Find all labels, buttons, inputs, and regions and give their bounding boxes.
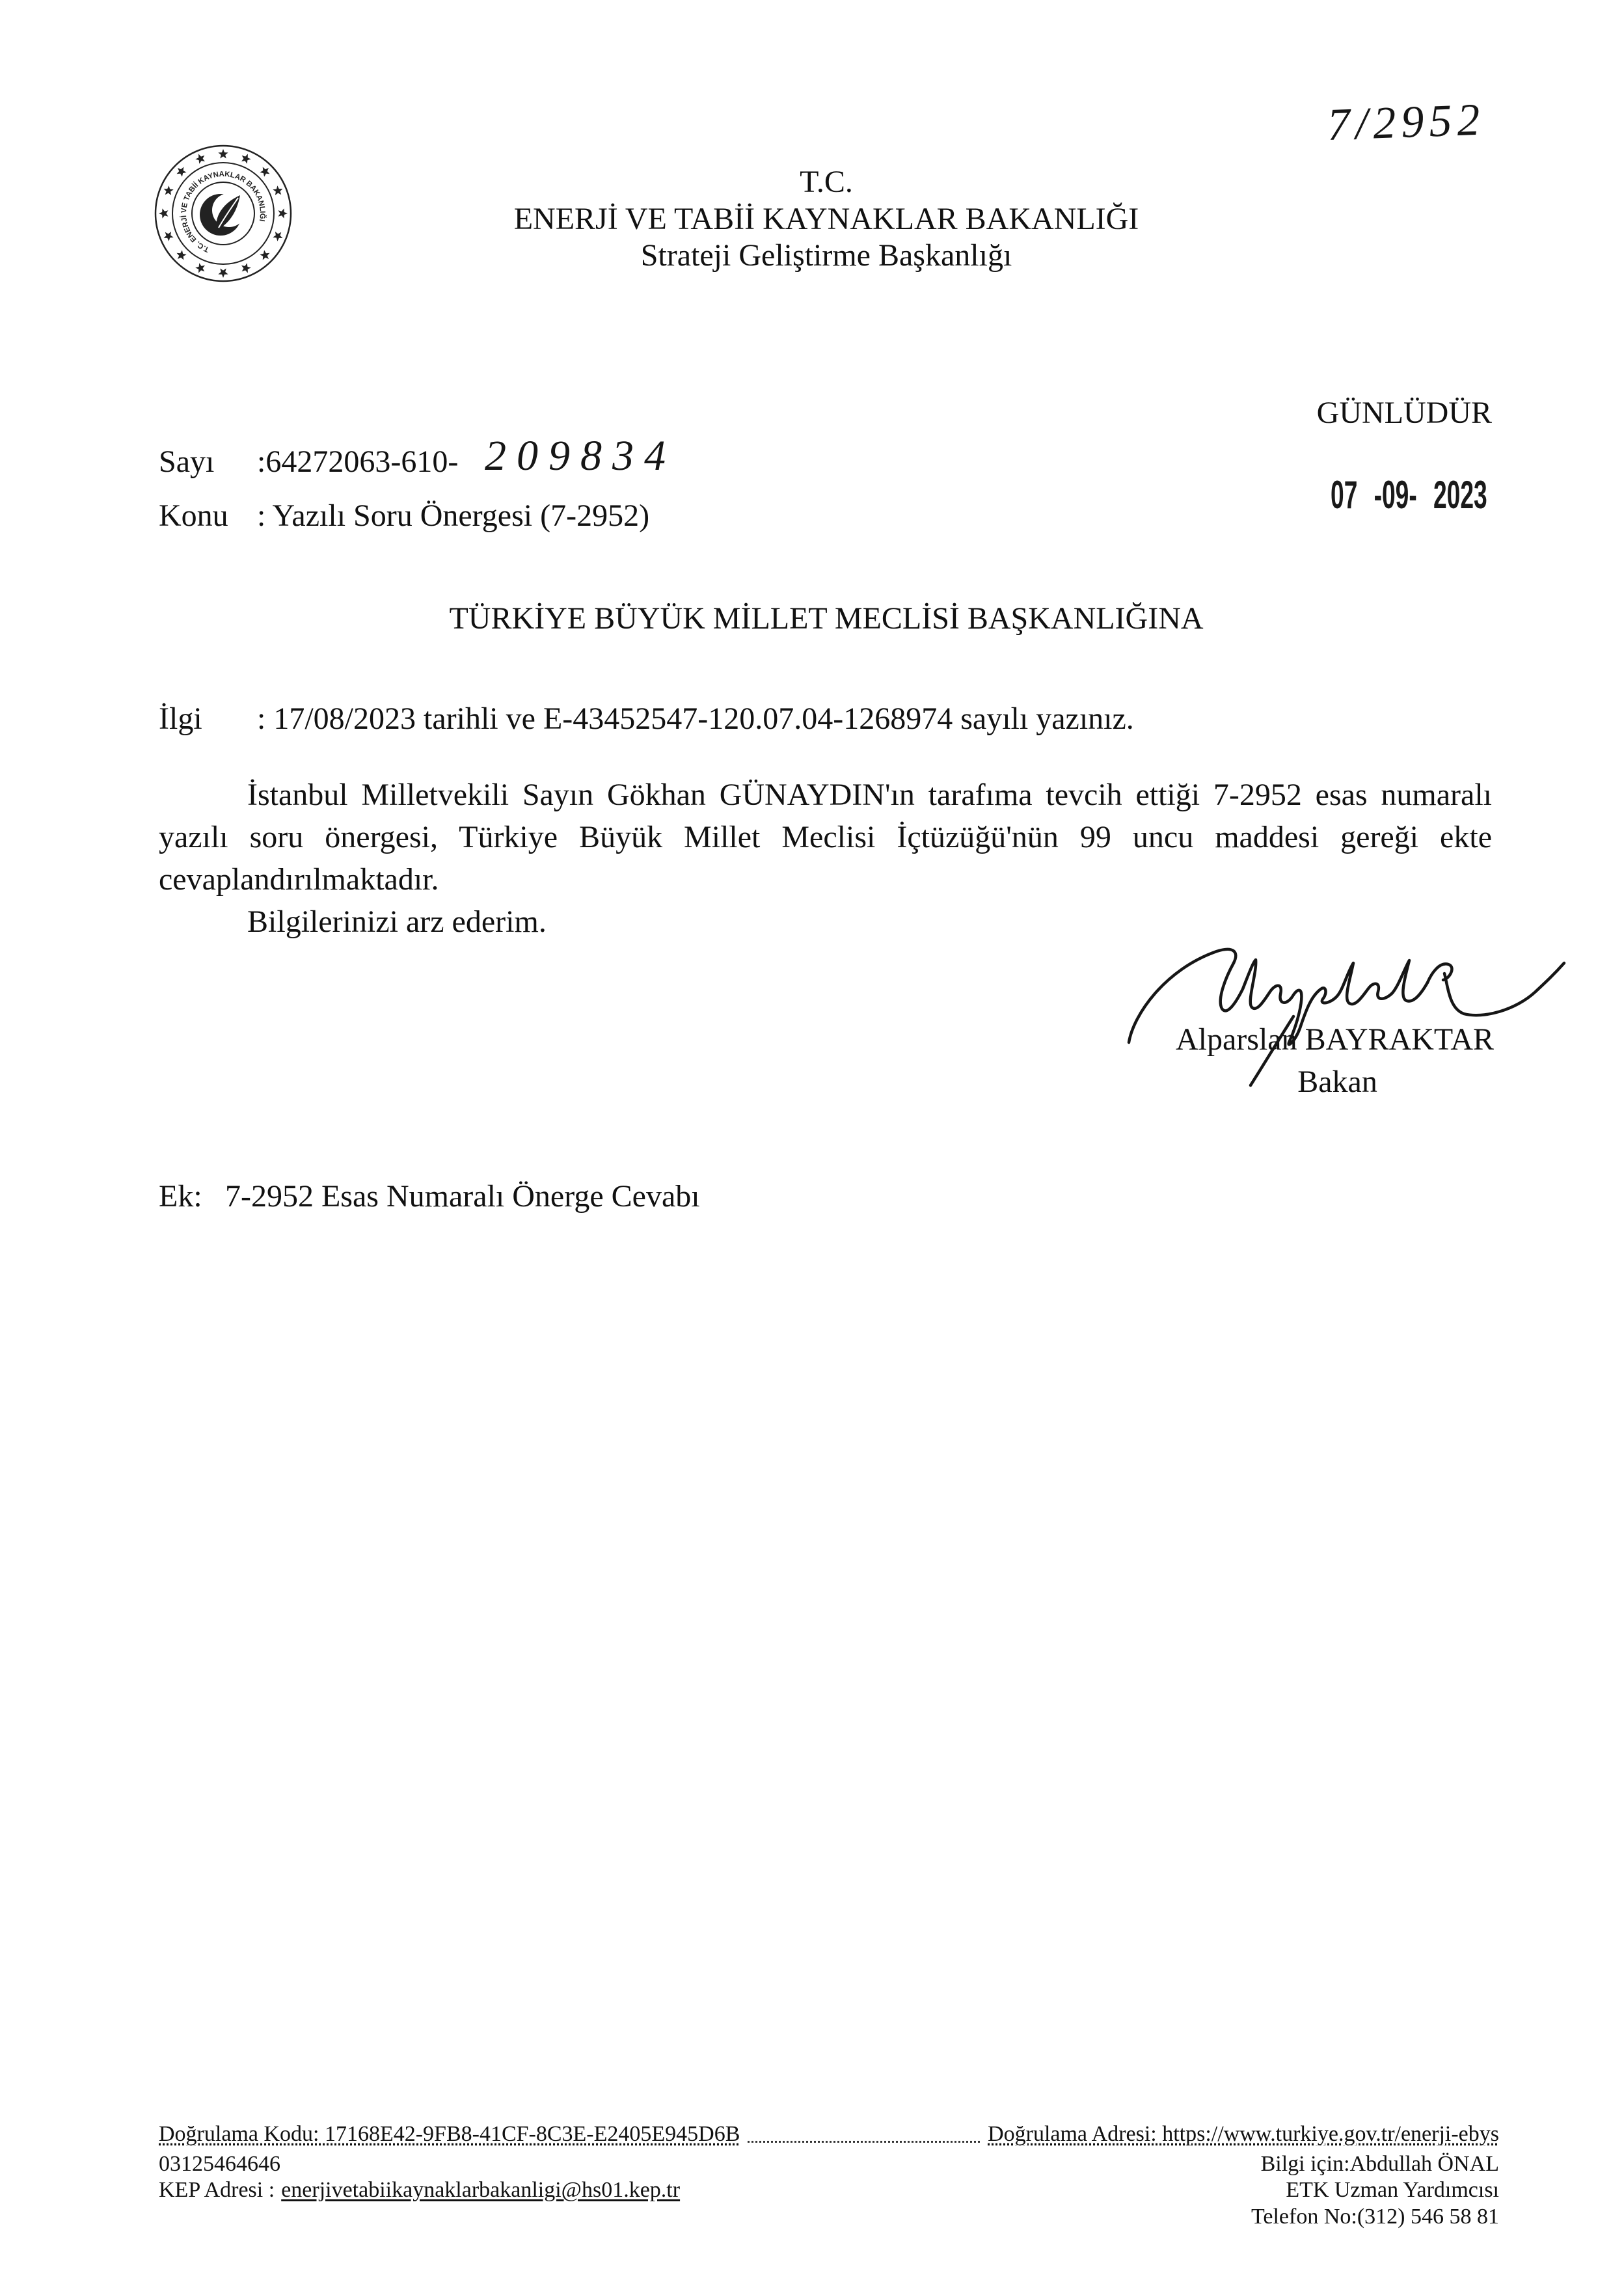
footer-kep-row bbox=[159, 2177, 680, 2203]
handwritten-file-reference: 7/2952 bbox=[1326, 94, 1486, 150]
closing-sentence: Bilgilerinizi arz ederim. bbox=[247, 904, 547, 939]
attachment-value: 7-2952 Esas Numaralı Önerge Cevabı bbox=[225, 1179, 700, 1214]
seal-star bbox=[164, 232, 174, 241]
verification-address: Doğrulama Adresi: https://www.turkiye.gov.tr/enerji-ebys bbox=[988, 2122, 1499, 2146]
attachment-label: Ek: bbox=[159, 1179, 202, 1214]
date-stamp: 07 -09- 2023 bbox=[1331, 473, 1487, 517]
kep-label: KEP Adresi : bbox=[159, 2178, 275, 2202]
body-line: cevaplandırılmaktadır. bbox=[159, 862, 439, 897]
footer-verification-row bbox=[159, 2121, 1499, 2147]
footer-info-contact: Bilgi için:Abdullah ÖNAL bbox=[1260, 2152, 1499, 2176]
seal-text-path: T.C. ENERJİ VE TABİİ KAYNAKLAR BAKANLIĞI bbox=[180, 170, 267, 254]
footer-info-role: ETK Uzman Yardımcısı bbox=[1286, 2178, 1499, 2202]
signatory-title: Bakan bbox=[1297, 1065, 1377, 1099]
sayi-handwritten-number: 209834 bbox=[485, 432, 676, 480]
konu-label: Konu bbox=[159, 498, 228, 533]
seal-star bbox=[241, 154, 251, 164]
body-line: İstanbul Milletvekili Sayın Gökhan GÜNAYDIN'ın tarafıma tevcih ettiği 7-2952 esas numaralı bbox=[247, 778, 1492, 812]
signature-stroke bbox=[1221, 960, 1428, 1044]
dotted-leader bbox=[748, 2141, 980, 2143]
signature-stroke bbox=[1428, 963, 1564, 1015]
seal-star bbox=[159, 208, 169, 218]
header-state: T.C. bbox=[800, 165, 853, 199]
body-line: yazılı soru önergesi, Türkiye Büyük Millet Meclisi İçtüzüğü'nün 99 uncu maddesi gereği ekte bbox=[159, 820, 1492, 854]
sayi-number: :64272063-610- bbox=[257, 444, 459, 479]
ilgi-label: İlgi bbox=[159, 701, 202, 736]
header-ministry: ENERJİ VE TABİİ KAYNAKLAR BAKANLIĞI bbox=[513, 202, 1139, 236]
ilgi-value: : 17/08/2023 tarihli ve E-43452547-120.07.04-1268974 sayılı yazınız. bbox=[257, 701, 1134, 736]
konu-value: : Yazılı Soru Önergesi (7-2952) bbox=[257, 498, 650, 533]
header-department: Strateji Geliştirme Başkanlığı bbox=[640, 238, 1012, 273]
seal-star bbox=[218, 149, 228, 159]
verification-code: Doğrulama Kodu: 17168E42-9FB8-41CF-8C3E-E2405E945D6B bbox=[159, 2122, 740, 2146]
signature-stroke bbox=[1251, 1016, 1293, 1085]
letter-body bbox=[159, 774, 1492, 943]
seal-star bbox=[164, 185, 174, 195]
footer-phone: 03125464646 bbox=[159, 2152, 280, 2176]
handwritten-signature bbox=[1119, 937, 1568, 1093]
sayi-label: Sayı bbox=[159, 444, 215, 479]
signatory-name: Alparslan BAYRAKTAR bbox=[1176, 1022, 1495, 1057]
footer-info-phone: Telefon No:(312) 546 58 81 bbox=[1251, 2205, 1499, 2229]
seal-star bbox=[195, 154, 205, 164]
priority-label: GÜNLÜDÜR bbox=[1316, 396, 1492, 430]
kep-address: enerjivetabiikaynaklarbakanligi@hs01.kep.tr bbox=[281, 2178, 681, 2202]
addressee: TÜRKİYE BÜYÜK MİLLET MECLİSİ BAŞKANLIĞINA bbox=[449, 601, 1204, 636]
